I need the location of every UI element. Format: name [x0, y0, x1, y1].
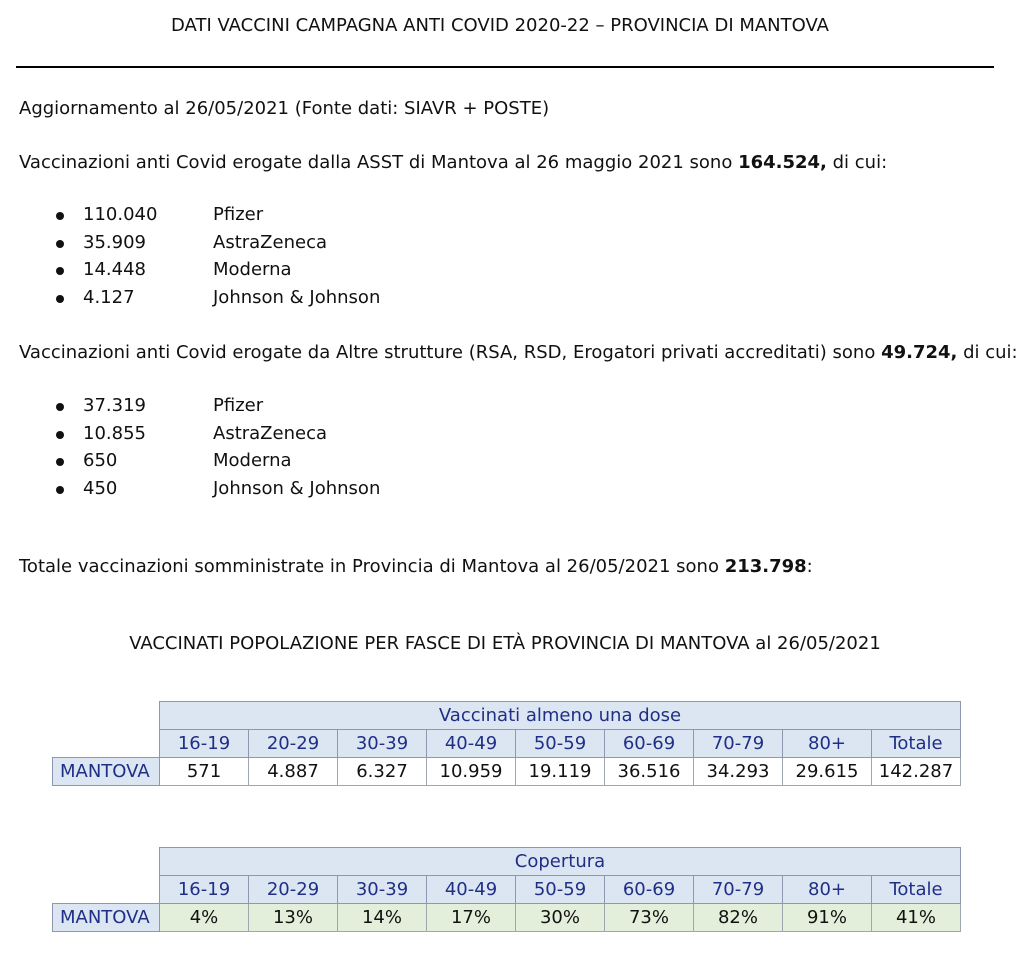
table-cell: 29.615 [783, 758, 872, 786]
coverage-cell-total: 41% [872, 904, 961, 932]
coverage-cell: 91% [783, 904, 872, 932]
dose-count: 4.127 [83, 287, 135, 309]
vaccine-brand: Moderna [213, 450, 292, 472]
vaccine-brand: AstraZeneca [213, 231, 327, 253]
table-cell: 4.887 [249, 758, 338, 786]
age-column-header: 20-29 [249, 730, 338, 758]
coverage-cell: 82% [694, 904, 783, 932]
age-column-header: 70-79 [694, 876, 783, 904]
table-cell: 34.293 [694, 758, 783, 786]
age-column-header: 60-69 [605, 730, 694, 758]
title-divider [16, 66, 994, 68]
vaccine-brand: AstraZeneca [213, 422, 327, 444]
total-column-header: Totale [872, 730, 961, 758]
dose-count: 37.319 [83, 395, 146, 416]
bullet-icon [56, 403, 64, 411]
vaccine-brand: Johnson & Johnson [213, 287, 381, 309]
age-column-header: 30-39 [338, 876, 427, 904]
empty-cell [53, 730, 160, 758]
coverage-cell: 73% [605, 904, 694, 932]
empty-cell [53, 876, 160, 904]
asst-summary-suffix: di cui: [826, 152, 888, 173]
table-row [53, 904, 961, 932]
bullet-icon [56, 458, 64, 466]
doses-table-header: Vaccinati almeno una dose [160, 702, 961, 730]
bullet-icon [56, 486, 64, 494]
coverage-cell: 14% [338, 904, 427, 932]
altre-total: 49.724, [881, 342, 958, 363]
row-label: MANTOVA [53, 904, 160, 932]
altre-summary-text: Vaccinazioni anti Covid erogate da Altre strutture (RSA, RSD, Erogatori privati accreditati) sono [19, 342, 882, 363]
table-cell: 571 [160, 758, 249, 786]
dose-count: 10.855 [83, 422, 146, 444]
age-column-header: 16-19 [160, 730, 249, 758]
dose-count: 110.040 [83, 204, 158, 225]
total-summary-suffix: : [806, 556, 813, 577]
coverage-cell: 4% [160, 904, 249, 932]
total-column-header: Totale [872, 876, 961, 904]
coverage-cell: 13% [249, 904, 338, 932]
total-summary [19, 556, 813, 577]
dose-count: 14.448 [83, 259, 146, 281]
coverage-cell: 30% [516, 904, 605, 932]
asst-total: 164.524, [738, 152, 827, 173]
age-column-header: 80+ [783, 730, 872, 758]
altre-summary [19, 342, 1018, 363]
vaccine-brand: Johnson & Johnson [213, 478, 381, 500]
vaccine-brand: Moderna [213, 259, 292, 281]
dose-count: 35.909 [83, 231, 146, 253]
age-column-header: 70-79 [694, 730, 783, 758]
bullet-icon [56, 431, 64, 439]
age-column-header: 16-19 [160, 876, 249, 904]
coverage-table [52, 847, 961, 932]
vaccine-brand: Pfizer [213, 204, 264, 225]
table-cell: 10.959 [427, 758, 516, 786]
age-column-header: 20-29 [249, 876, 338, 904]
asst-summary-text: Vaccinazioni anti Covid erogate dalla ASST di Mantova al 26 maggio 2021 sono [19, 152, 739, 173]
age-column-header: 80+ [783, 876, 872, 904]
bullet-icon [56, 212, 64, 220]
update-line: Aggiornamento al 26/05/2021 (Fonte dati: SIAVR + POSTE) [19, 98, 550, 119]
table-cell-total: 142.287 [872, 758, 961, 786]
row-label: MANTOVA [53, 758, 160, 786]
asst-summary [19, 152, 887, 173]
age-column-header: 40-49 [427, 876, 516, 904]
table-cell: 6.327 [338, 758, 427, 786]
age-column-header: 30-39 [338, 730, 427, 758]
coverage-table-header: Copertura [160, 848, 961, 876]
table-cell: 36.516 [605, 758, 694, 786]
vaccine-brand: Pfizer [213, 395, 264, 416]
age-column-header: 40-49 [427, 730, 516, 758]
empty-cell [53, 702, 160, 730]
age-column-header: 50-59 [516, 730, 605, 758]
empty-cell [53, 848, 160, 876]
altre-summary-suffix: di cui: [957, 342, 1018, 363]
age-section-title: VACCINATI POPOLAZIONE PER FASCE DI ETÀ PROVINCIA DI MANTOVA al 26/05/2021 [129, 633, 881, 654]
bullet-icon [56, 240, 64, 248]
document-title: DATI VACCINI CAMPAGNA ANTI COVID 2020-22 – PROVINCIA DI MANTOVA [171, 15, 829, 36]
coverage-cell: 17% [427, 904, 516, 932]
table-cell: 19.119 [516, 758, 605, 786]
table-row [53, 758, 961, 786]
age-column-header: 50-59 [516, 876, 605, 904]
doses-table [52, 701, 961, 786]
bullet-icon [56, 295, 64, 303]
dose-count: 450 [83, 478, 118, 500]
dose-count: 650 [83, 450, 118, 472]
age-column-header: 60-69 [605, 876, 694, 904]
bullet-icon [56, 267, 64, 275]
total-summary-text: Totale vaccinazioni somministrate in Provincia di Mantova al 26/05/2021 sono [19, 556, 725, 577]
grand-total: 213.798 [724, 556, 807, 577]
